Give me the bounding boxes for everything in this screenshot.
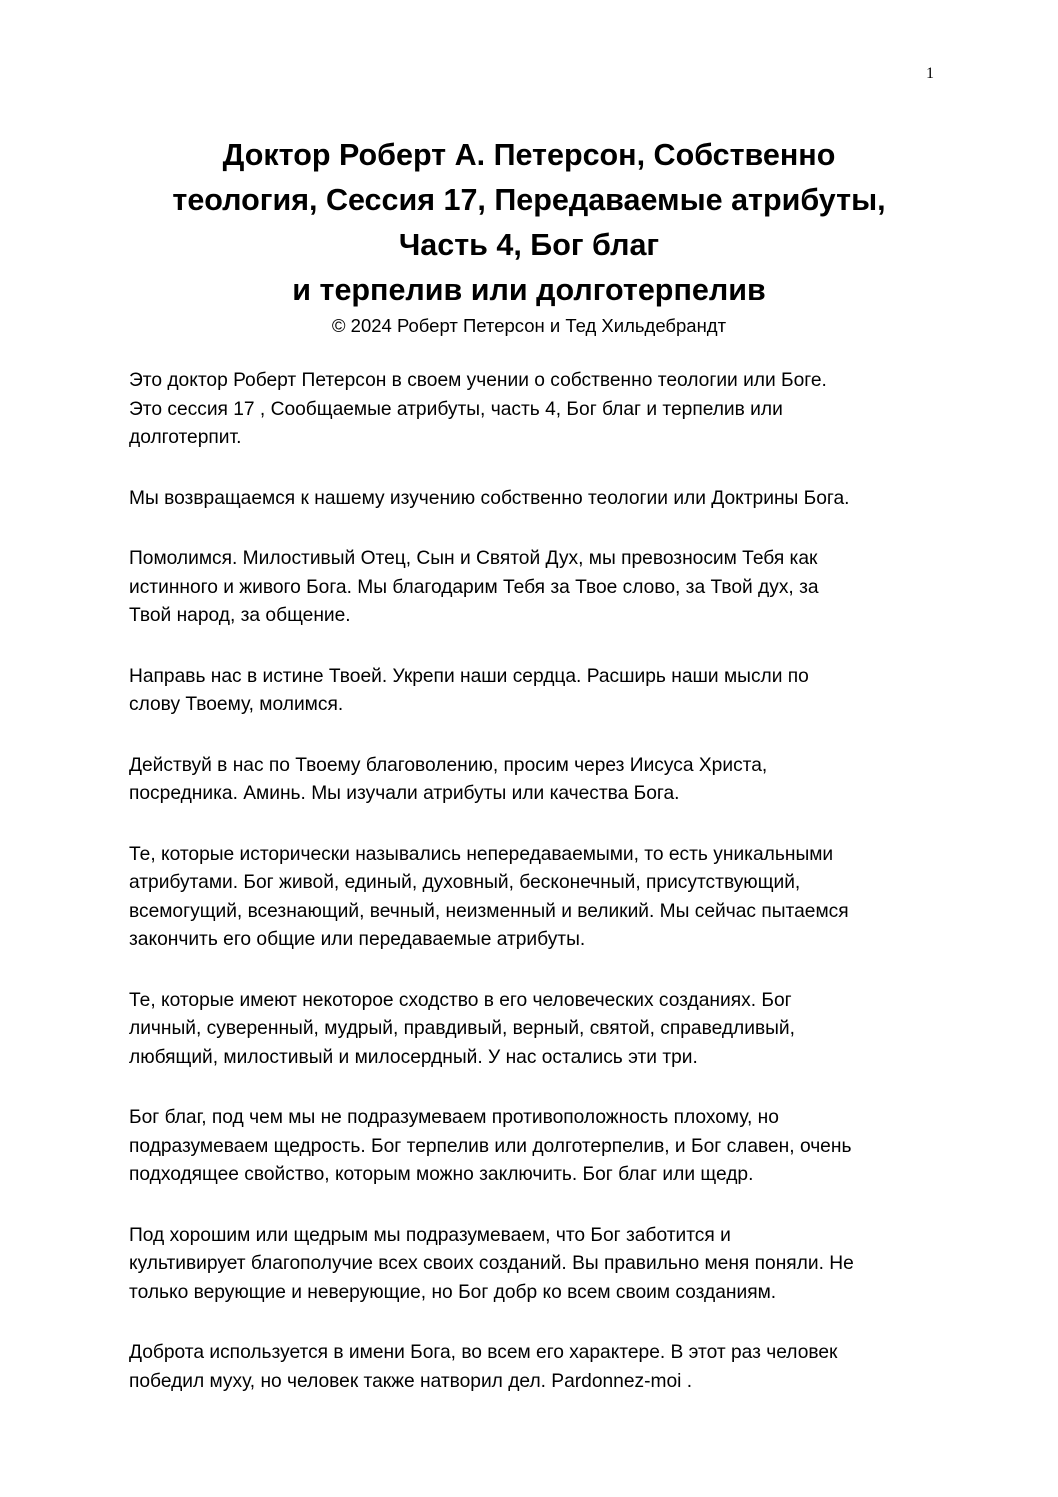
text-line: только верующие и неверующие, но Бог добр ко всем своим созданиям. xyxy=(129,1281,777,1303)
text-line: атрибутами. Бог живой, единый, духовный, бесконечный, присутствующий, xyxy=(129,872,801,893)
text-line: Доброта используется в имени Бога, во всем его характере. В этот раз человек xyxy=(129,1342,838,1363)
paragraph xyxy=(129,485,939,514)
text-line: закончить его общие или передаваемые атрибуты. xyxy=(129,929,586,950)
text-line: подходящее свойство, которым можно заключить. Бог благ или щедр. xyxy=(129,1164,754,1185)
paragraph xyxy=(129,752,939,809)
paragraph xyxy=(129,367,939,453)
text-line: Те, которые имеют некоторое сходство в его человеческих созданиях. Бог xyxy=(129,989,792,1011)
text-line: посредника. Аминь. Мы изучали атрибуты или качества Бога. xyxy=(129,783,680,804)
paragraph xyxy=(129,1222,939,1308)
title-line: теология, Сессия 17, Передаваемые атрибуты, xyxy=(172,183,886,217)
text-line: культивирует благополучие всех своих созданий. Вы правильно меня поняли. Не xyxy=(129,1253,854,1274)
title-line: и терпелив или долготерпелив xyxy=(292,273,766,307)
text-line: подразумеваем щедрость. Бог терпелив или долготерпелив, и Бог славен, очень xyxy=(129,1135,852,1157)
title-line: Доктор Роберт А. Петерсон, Собственно xyxy=(222,138,836,172)
text-line: Под хорошим или щедрым мы подразумеваем, что Бог заботится и xyxy=(129,1224,731,1246)
title-line: Часть 4, Бог благ xyxy=(398,228,660,262)
text-line: Те, которые исторически назывались непередаваемыми, то есть уникальными xyxy=(129,843,834,865)
text-line: Направь нас в истине Твоей. Укрепи наши сердца. Расширь наши мысли по xyxy=(129,665,809,687)
document-body xyxy=(129,367,939,1428)
paragraph xyxy=(129,841,939,955)
text-line: долготерпит. xyxy=(129,427,242,448)
text-line: Это сессия 17 , Сообщаемые атрибуты, часть 4, Бог благ и терпелив или xyxy=(129,398,783,420)
text-line: личный, суверенный, мудрый, правдивый, верный, святой, справедливый, xyxy=(129,1018,795,1039)
paragraph xyxy=(129,663,939,720)
paragraph xyxy=(129,545,939,631)
text-line: слову Твоему, молимся. xyxy=(129,694,344,715)
document-header xyxy=(120,133,938,338)
text-line: Мы возвращаемся к нашему изучению собственно теологии или Доктрины Бога. xyxy=(129,487,850,509)
paragraph xyxy=(129,1339,939,1396)
text-line: Помолимся. Милостивый Отец, Сын и Святой Дух, мы превозносим Тебя как xyxy=(129,548,818,569)
paragraph xyxy=(129,1104,939,1190)
text-line: Действуй в нас по Твоему благоволению, просим через Иисуса Христа, xyxy=(129,754,768,776)
page-number: 1 xyxy=(926,65,934,82)
text-line: любящий, милостивый и милосердный. У нас остались эти три. xyxy=(129,1046,698,1068)
text-line: Бог благ, под чем мы не подразумеваем противоположность плохому, но xyxy=(129,1107,779,1128)
copyright-notice: © 2024 Роберт Петерсон и Тед Хильдебрандт xyxy=(331,315,727,336)
text-line: Это доктор Роберт Петерсон в своем учении о собственно теологии или Боге. xyxy=(129,370,827,391)
paragraph xyxy=(129,987,939,1073)
text-line: истинного и живого Бога. Мы благодарим Тебя за Твое слово, за Твой дух, за xyxy=(129,576,819,598)
text-line: Твой народ, за общение. xyxy=(129,605,351,626)
text-line: победил муху, но человек также натворил дел. Pardonnez-moi . xyxy=(129,1370,693,1392)
text-line: всемогущий, всезнающий, вечный, неизменный и великий. Мы сейчас пытаемся xyxy=(129,900,849,922)
